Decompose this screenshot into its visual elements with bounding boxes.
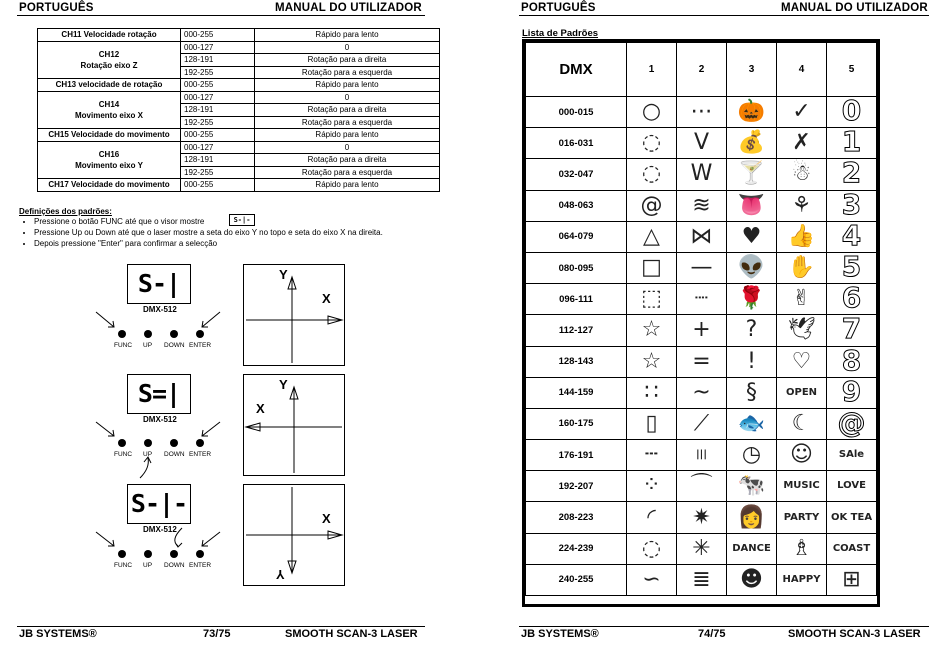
dmx-range: 192-207 [526,471,627,502]
dmx-label: DMX-512 [143,415,177,424]
pattern-symbol-icon: W [690,161,713,187]
footer-product: SMOOTH SCAN-3 LASER [285,628,418,640]
channel-range: 128-191 [181,154,255,167]
pattern-cell [777,346,827,377]
pattern-symbol-icon: ┈ [694,286,709,312]
axis-arrows-icon [244,265,344,365]
channel-description: Rotação para a esquerda [255,116,440,129]
channel-range: 000-127 [181,91,255,104]
footer-rule [17,626,425,627]
pattern-symbol-icon: ⟋ [693,410,710,436]
x-axis-label: X [322,291,331,306]
pattern-symbol-icon: ? [745,317,758,343]
pattern-row [526,159,877,190]
pattern-symbol-icon: ⌒ [690,473,713,499]
pattern-symbol-icon: ⁘ [642,473,661,499]
up-label: UP [143,562,153,569]
pattern-cell [627,315,677,346]
pattern-cell [677,128,727,159]
dmx-header: DMX [526,43,627,97]
footer-brand: JB SYSTEMS® [521,628,599,640]
channel-range: 000-127 [181,141,255,154]
pattern-symbol-icon: ✓ [792,99,811,125]
axis-diagram-2 [243,374,345,476]
channel-range: 000-127 [181,41,255,54]
pattern-symbol-icon: ⊞ [842,566,861,592]
pattern-symbol-icon: HAPPY [782,573,821,585]
pattern-cell [827,312,877,346]
header-language: PORTUGUÊS [19,2,94,14]
pattern-symbol-icon: @ [640,192,663,218]
pattern-cell [827,533,877,564]
pattern-symbol-icon: ✋ [787,255,816,281]
axis-arrows-icon [244,485,344,585]
pattern-cell [777,159,827,190]
pattern-cell [777,284,827,315]
pattern-cell [727,440,777,471]
pattern-cell [627,190,677,221]
channel-description: Rápido para lento [255,179,440,192]
dmx-range: 080-095 [526,252,627,283]
pattern-symbol-icon: ≣ [692,566,711,592]
pattern-symbol-icon: — [690,255,713,281]
pattern-cell [677,159,727,190]
pattern-symbol-icon: ┄ [644,442,659,468]
pattern-cell [677,502,727,533]
pattern-cell [727,97,777,128]
dmx-range: 048-063 [526,190,627,221]
column-header: 2 [677,43,727,97]
pattern-symbol-icon: ☆ [641,348,662,374]
dmx-range: 096-111 [526,284,627,315]
pattern-table [525,42,877,596]
func-label: FUNC [114,451,133,458]
pattern-cell [677,408,727,439]
pattern-row [526,346,877,377]
pattern-symbol-icon: 4 [841,218,862,252]
pattern-symbol-icon: ▯ [645,410,658,436]
pattern-symbol-icon: ✳ [692,535,711,561]
pattern-cell [827,156,877,190]
pattern-symbol-icon: V [693,130,710,156]
pattern-symbol-icon: ○ [641,99,662,125]
dmx-range: 128-143 [526,346,627,377]
pattern-cell [627,377,677,408]
footer-page-number: 74/75 [698,628,726,640]
pattern-cell [777,408,827,439]
pattern-symbol-icon: ⋈ [690,223,713,249]
pattern-row [526,440,877,471]
pattern-cell [777,97,827,128]
pattern-symbol-icon: 1 [841,125,862,159]
pattern-symbol-icon: 🐄 [737,473,766,499]
pattern-symbol-icon: ☆ [641,317,662,343]
pattern-symbol-icon: 0 [841,94,862,128]
column-header: 4 [777,43,827,97]
pattern-symbol-icon: PARTY [783,511,820,523]
pattern-cell [627,408,677,439]
channel-row [38,141,440,154]
pattern-symbol-icon: 3 [841,187,862,221]
dmx-range: 032-047 [526,159,627,190]
definition-item: • Depois pressione "Enter" para confirmar a selecção [34,238,434,249]
channel-description: 0 [255,91,440,104]
enter-label: ENTER [189,451,212,458]
footer-rule [519,626,929,627]
pattern-cell [777,502,827,533]
channel-range: 000-255 [181,129,255,142]
pattern-cell [727,128,777,159]
pattern-cell [827,471,877,502]
dmx-range: 016-031 [526,128,627,159]
header-rule [17,15,425,16]
channel-row [38,179,440,192]
channel-range: 192-255 [181,66,255,79]
pattern-cell [727,252,777,283]
pattern-cell [777,471,827,502]
channel-range: 192-255 [181,116,255,129]
channel-row [38,29,440,42]
pattern-symbol-icon: ✷ [692,504,711,530]
pattern-cell [677,471,727,502]
channel-row [38,79,440,92]
dmx-range: 112-127 [526,315,627,346]
pattern-cell [727,221,777,252]
pattern-cell [777,252,827,283]
down-label: DOWN [164,342,185,349]
channel-name: CH15 Velocidade do movimento [38,129,181,142]
pattern-symbol-icon: 9 [841,374,862,408]
pattern-symbol-icon: ∽ [642,566,661,592]
pattern-cell [627,284,677,315]
pattern-symbol-icon: ⬚ [641,286,662,312]
pattern-row [526,315,877,346]
pattern-cell [677,97,727,128]
pattern-row [526,564,877,595]
pattern-symbol-icon: 🎃 [737,99,766,125]
pattern-symbol-icon: ♡ [791,348,812,374]
dmx-label: DMX-512 [143,305,177,314]
definitions-title: Definições dos padrões: [19,207,112,216]
footer-page-number: 73/75 [203,628,231,640]
channel-row [38,91,440,104]
channel-range: 128-191 [181,54,255,67]
pattern-symbol-icon: 👍 [787,223,816,249]
pattern-symbol-icon: 👅 [737,192,766,218]
pattern-cell [827,94,877,128]
dmx-range: 240-255 [526,564,627,595]
pattern-symbol-icon: 🌹 [737,286,766,312]
pattern-cell [777,564,827,595]
pattern-cell [627,440,677,471]
pattern-symbol-icon: ☺ [790,442,813,468]
channel-description: 0 [255,141,440,154]
pattern-symbol-icon: ◌ [641,130,662,156]
lcd-display: S-|- [127,484,191,524]
pattern-row [526,377,877,408]
channel-range: 000-255 [181,179,255,192]
y-axis-label: Y [276,567,285,582]
pattern-symbol-icon: 8 [841,343,862,377]
pattern-symbol-icon: △ [643,223,660,249]
dmx-range: 176-191 [526,440,627,471]
pattern-cell [727,408,777,439]
channel-range: 128-191 [181,104,255,117]
axis-arrows-icon [244,375,344,475]
pattern-cell [677,221,727,252]
dmx-range: 160-175 [526,408,627,439]
pattern-symbol-icon: ☻ [740,566,763,592]
channel-description: 0 [255,41,440,54]
down-label: DOWN [164,451,185,458]
pattern-row [526,502,877,533]
pattern-cell [827,218,877,252]
pattern-cell [727,190,777,221]
pattern-cell [677,252,727,283]
pattern-cell [627,128,677,159]
channel-range: 000-255 [181,79,255,92]
pattern-cell [777,315,827,346]
pattern-cell [727,159,777,190]
pattern-cell [827,440,877,471]
pattern-row [526,97,877,128]
pattern-cell [777,440,827,471]
footer-product: SMOOTH SCAN-3 LASER [788,628,921,640]
pattern-cell [727,564,777,595]
pattern-cell [827,564,877,595]
pattern-cell [677,440,727,471]
pattern-symbol-icon: ∷ [644,379,659,405]
header-language: PORTUGUÊS [521,2,596,14]
pattern-cell [727,471,777,502]
pattern-symbol-icon: 👽 [737,255,766,281]
pattern-symbol-icon: ⚘ [791,192,812,218]
pattern-cell [677,284,727,315]
pattern-list-title: Lista de Padrões [522,28,599,39]
pattern-symbol-icon: ☾ [791,410,812,436]
pattern-cell [727,502,777,533]
pattern-symbol-icon: 💰 [737,130,766,156]
footer-brand: JB SYSTEMS® [19,628,97,640]
pattern-cell [777,128,827,159]
pattern-symbol-icon: 🕊 [787,317,816,343]
axis-diagram-1 [243,264,345,366]
channel-name: CH17 Velocidade do movimento [38,179,181,192]
dmx-range: 000-015 [526,97,627,128]
pattern-row [526,284,877,315]
pattern-symbol-icon: ≋ [692,192,711,218]
pattern-cell [827,125,877,159]
pattern-cell [627,502,677,533]
channel-description: Rápido para lento [255,79,440,92]
y-axis-label: Y [279,267,288,282]
pattern-symbol-icon: = [692,348,711,374]
channel-name: CH14 Movimento eixo X [38,91,181,129]
pattern-cell [777,533,827,564]
pattern-symbol-icon: DANCE [732,542,771,554]
pattern-cell [827,187,877,221]
pattern-cell [627,471,677,502]
pattern-cell [677,315,727,346]
channel-description: Rotação para a direita [255,54,440,67]
channel-description: Rotação para a esquerda [255,166,440,179]
pattern-cell [727,284,777,315]
header-manual: MANUAL DO UTILIZADOR [781,2,928,14]
pattern-cell [677,190,727,221]
pattern-symbol-icon: ~ [692,379,711,405]
channel-name: CH12 Rotação eixo Z [38,41,181,79]
pattern-cell [627,252,677,283]
pattern-symbol-icon: 6 [841,281,862,315]
channel-row [38,41,440,54]
column-header: 5 [827,43,877,97]
pattern-row [526,533,877,564]
channel-description: Rápido para lento [255,29,440,42]
pattern-symbol-icon: ☃ [791,161,812,187]
pattern-cell [827,343,877,377]
dmx-range: 224-239 [526,533,627,564]
pattern-cell [727,377,777,408]
pattern-row [526,128,877,159]
pattern-cell [677,377,727,408]
pattern-symbol-icon: ⋯ [690,99,713,125]
pattern-symbol-icon: ! [747,348,756,374]
column-header: 1 [627,43,677,97]
pattern-symbol-icon: LOVE [837,480,866,492]
pattern-symbol-icon: SAle [838,449,865,461]
pattern-symbol-icon: 2 [841,156,862,190]
pattern-cell [627,533,677,564]
pattern-row [526,221,877,252]
pattern-symbol-icon: 7 [841,312,862,346]
axis-diagram-3 [243,484,345,586]
dmx-range: 064-079 [526,221,627,252]
dmx-range: 208-223 [526,502,627,533]
channel-name: CH16 Movimento eixo Y [38,141,181,179]
channel-row [38,129,440,142]
pattern-cell [777,221,827,252]
pattern-cell [827,281,877,315]
pattern-cell [727,533,777,564]
channel-description: Rotação para a direita [255,154,440,167]
pattern-cell [677,564,727,595]
pattern-symbol-icon: MUSIC [783,480,820,492]
pattern-cell [627,346,677,377]
pattern-symbol-icon: ||| [696,449,707,461]
pattern-cell [727,346,777,377]
enter-label: ENTER [189,562,212,569]
pattern-cell [827,374,877,408]
pattern-cell [677,533,727,564]
pattern-row [526,252,877,283]
x-axis-label: X [256,401,265,416]
channel-range: 192-255 [181,166,255,179]
definition-item: • Pressione o botão FUNC até que o visor mostre [34,216,434,227]
channel-table [37,28,440,192]
up-label: UP [143,342,153,349]
pattern-symbol-icon: ◜ [647,504,656,530]
dmx-range: 144-159 [526,377,627,408]
pattern-symbol-icon: § [746,379,757,405]
pattern-symbol-icon: OPEN [785,386,818,398]
pattern-row [526,471,877,502]
pattern-cell [677,346,727,377]
pattern-grid [522,39,880,607]
definition-item: • Pressione Up ou Down até que o laser mostre a seta do eixo Y no topo e seta do eixo X na direita. [34,227,434,238]
pattern-cell [727,315,777,346]
channel-description: Rotação para a direita [255,104,440,117]
channel-description: Rotação para a esquerda [255,66,440,79]
header-rule [519,15,929,16]
pattern-symbol-icon: ♗ [791,535,812,561]
grid-header-row [526,43,877,97]
selector-display-icon: S-|- [229,214,255,226]
pattern-symbol-icon: ◷ [741,442,762,468]
up-label: UP [143,451,153,458]
pattern-symbol-icon: 👩 [737,504,766,530]
pattern-symbol-icon: ♥ [741,223,762,249]
pattern-row [526,190,877,221]
enter-label: ENTER [189,342,212,349]
column-header: 3 [727,43,777,97]
pattern-symbol-icon: OK TEA [830,511,873,523]
pattern-symbol-icon: ✗ [792,130,811,156]
channel-name: CH13 velocidade de rotação [38,79,181,92]
pattern-row [526,408,877,439]
arrows-overlay-icon [90,300,230,560]
definitions-list [22,216,434,249]
pattern-symbol-icon: @ [837,405,866,439]
pattern-symbol-icon: ◌ [641,161,662,187]
pattern-cell [627,564,677,595]
lcd-display: S-| [127,264,191,304]
pattern-symbol-icon: □ [641,255,662,281]
pattern-cell [777,377,827,408]
func-label: FUNC [114,562,133,569]
header-manual: MANUAL DO UTILIZADOR [275,2,422,14]
channel-description: Rápido para lento [255,129,440,142]
pattern-cell [627,221,677,252]
x-axis-label: X [322,511,331,526]
pattern-symbol-icon: 🐟 [737,410,766,436]
pattern-symbol-icon: ◌ [641,535,662,561]
channel-name: CH11 Velocidade rotação [38,29,181,42]
pattern-symbol-icon: ✌ [792,286,811,312]
pattern-symbol-icon: 🍸 [737,161,766,187]
func-label: FUNC [114,342,133,349]
y-axis-label: Y [279,377,288,392]
channel-range: 000-255 [181,29,255,42]
pattern-cell [777,190,827,221]
pattern-cell [827,252,877,283]
lcd-display: S=| [127,374,191,414]
pattern-symbol-icon: COAST [832,542,871,554]
dmx-label: DMX-512 [143,525,177,534]
down-label: DOWN [164,562,185,569]
pattern-cell [827,405,877,439]
pattern-cell [627,159,677,190]
pattern-symbol-icon: + [692,317,711,343]
pattern-cell [627,97,677,128]
pattern-symbol-icon: 5 [841,250,862,284]
pattern-cell [827,502,877,533]
